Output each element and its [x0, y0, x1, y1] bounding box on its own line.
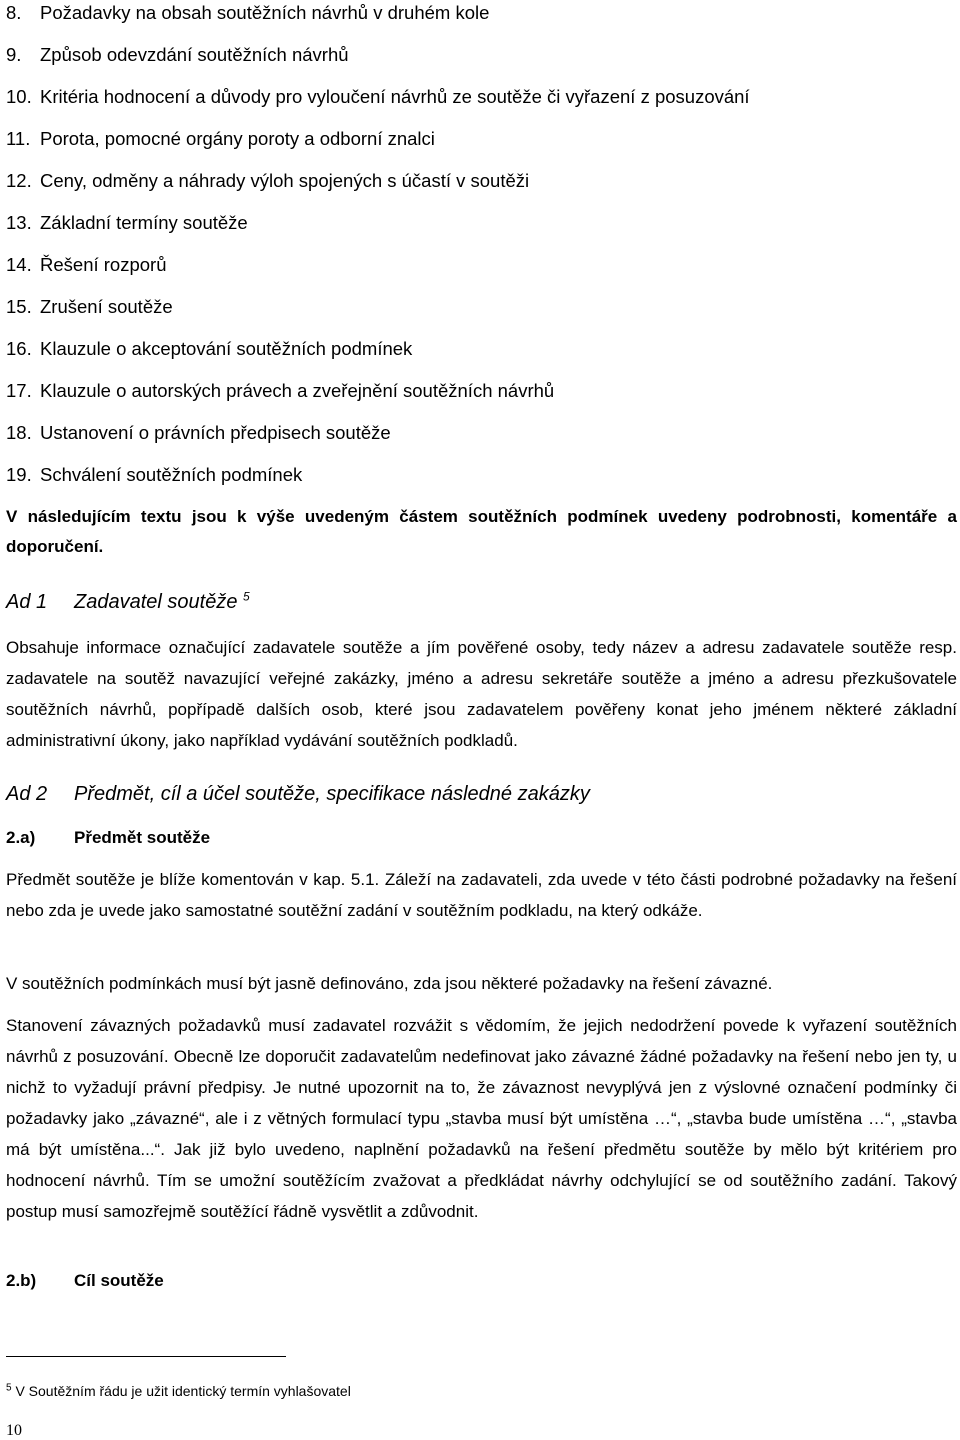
toc-item-number: 11. — [6, 128, 31, 149]
toc-item — [6, 170, 529, 192]
toc-item-text: Řešení rozporů — [40, 254, 167, 275]
toc-item-number: 8. — [6, 2, 22, 23]
section-heading-ad2 — [6, 782, 590, 806]
sec2a-paragraph-1: Předmět soutěže je blíže komentován v kap. 5.1. Záleží na zadavateli, zda uvede v této části podrobné požadavky na řešení nebo zda je uvede jako samostatné soutěžní zadání v soutěžním podkladu, na který odkáže. — [6, 870, 957, 920]
section-heading-ad1 — [6, 590, 250, 614]
subsection-heading-title: Cíl soutěže — [74, 1271, 164, 1290]
toc-item-text: Klauzule o autorských právech a zveřejnění soutěžních návrhů — [40, 380, 555, 401]
toc-item-text: Klauzule o akceptování soutěžních podmínek — [40, 338, 413, 359]
toc-item-number: 15. — [6, 296, 32, 317]
toc-item-number: 16. — [6, 338, 32, 359]
footnote — [6, 1382, 351, 1400]
toc-item-number: 14. — [6, 254, 32, 275]
toc-item — [6, 380, 554, 402]
footnote-reference: 5 — [243, 589, 250, 604]
toc-item — [6, 464, 302, 486]
sec2a-paragraph-3: Stanovení závazných požadavků musí zadavatel rozvážit s vědomím, že jejich nedodržení povede k vyřazení soutěžních návrhů z posuzování. Obecně lze doporučit zadavatelům nedefinovat jako závazné žádné požadavky na řešení nebo jen ty, u nichž to vyžadují právní předpisy. Je nutné upozornit na to, že závaznost nevyplývá jen z výslovné označení podmínky či požadavky jako „závazné“, ale i z větných formulací typu „stavba musí být umístěna …“, „stavba bude umístěna …“, „stavba má být umístěna...“. Jak již bylo uvedeno, naplnění požadavků na řešení předmětu soutěže by mělo být kritériem pro hodnocení návrhů. Tím se umožní soutěžícím zvažovat a předkládat návrhy odchylující se od soutěžního zadání. Takový postup musí samozřejmě soutěžící řádně vysvětlit a zdůvodnit. — [6, 1016, 957, 1221]
toc-item — [6, 128, 435, 150]
section-heading-title: Zadavatel soutěže — [74, 591, 238, 613]
toc-item — [6, 44, 349, 66]
subsection-heading-number: 2.a) — [6, 828, 36, 847]
toc-item — [6, 422, 391, 444]
toc-item — [6, 296, 173, 318]
toc-item-text: Zrušení soutěže — [40, 296, 173, 317]
section-heading-number: Ad 2 — [6, 783, 48, 805]
toc-item — [6, 338, 412, 360]
toc-item-text: Kritéria hodnocení a důvody pro vyloučení návrhů ze soutěže či vyřazení z posuzování — [40, 86, 750, 107]
toc-item-number: 12. — [6, 170, 32, 191]
toc-item-text: Požadavky na obsah soutěžních návrhů v druhém kole — [40, 2, 490, 23]
toc-item — [6, 2, 489, 24]
toc-item-text: Ustanovení o právních předpisech soutěže — [40, 422, 391, 443]
toc-item — [6, 212, 248, 234]
intro-paragraph: V následujícím textu jsou k výše uvedeným částem soutěžních podmínek uvedeny podrobnosti, komentáře a doporučení. — [6, 507, 957, 556]
page-number: 10 — [6, 1422, 22, 1439]
toc-item-number: 18. — [6, 422, 32, 443]
toc-item-number: 10. — [6, 86, 32, 107]
toc-item-number: 13. — [6, 212, 32, 233]
sec2a-paragraph-2: V soutěžních podmínkách musí být jasně definováno, zda jsou některé požadavky na řešení závazné. — [6, 974, 773, 993]
toc-item-text: Schválení soutěžních podmínek — [40, 464, 303, 485]
footnote-text: V Soutěžním řádu je užit identický termín vyhlašovatel — [15, 1383, 351, 1399]
footnote-number: 5 — [6, 1382, 12, 1394]
toc-item-number: 19. — [6, 464, 32, 485]
toc-item — [6, 86, 750, 108]
toc-item-number: 9. — [6, 44, 22, 65]
toc-item-text: Porota, pomocné orgány poroty a odborní znalci — [40, 128, 435, 149]
toc-item-text: Základní termíny soutěže — [40, 212, 248, 233]
section-heading-number: Ad 1 — [6, 591, 48, 613]
toc-item-text: Ceny, odměny a náhrady výloh spojených s účastí v soutěži — [40, 170, 530, 191]
footnote-separator — [6, 1356, 286, 1357]
section-heading-title: Předmět, cíl a účel soutěže, specifikace následné zakázky — [74, 783, 590, 805]
ad1-paragraph: Obsahuje informace označující zadavatele soutěže a jím pověřené osoby, tedy název a adresu zadavatele soutěže resp. zadavatele na soutěž navazující veřejné zakázky, jméno a adresu sekretáře soutěže a jméno a adresu přezkušovatele soutěžních návrhů, popřípadě dalších osob, které jsou zadavatelem pověřeny konat jeho jménem některé základní administrativní úkony, jako například vydávání soutěžních podkladů. — [6, 638, 957, 750]
subsection-heading-title: Předmět soutěže — [74, 828, 211, 847]
toc-item — [6, 254, 166, 276]
toc-item-text: Způsob odevzdání soutěžních návrhů — [40, 44, 349, 65]
toc-item-number: 17. — [6, 380, 32, 401]
subsection-heading-number: 2.b) — [6, 1271, 37, 1290]
subsection-heading-2b — [6, 1270, 164, 1292]
subsection-heading-2a — [6, 827, 210, 849]
